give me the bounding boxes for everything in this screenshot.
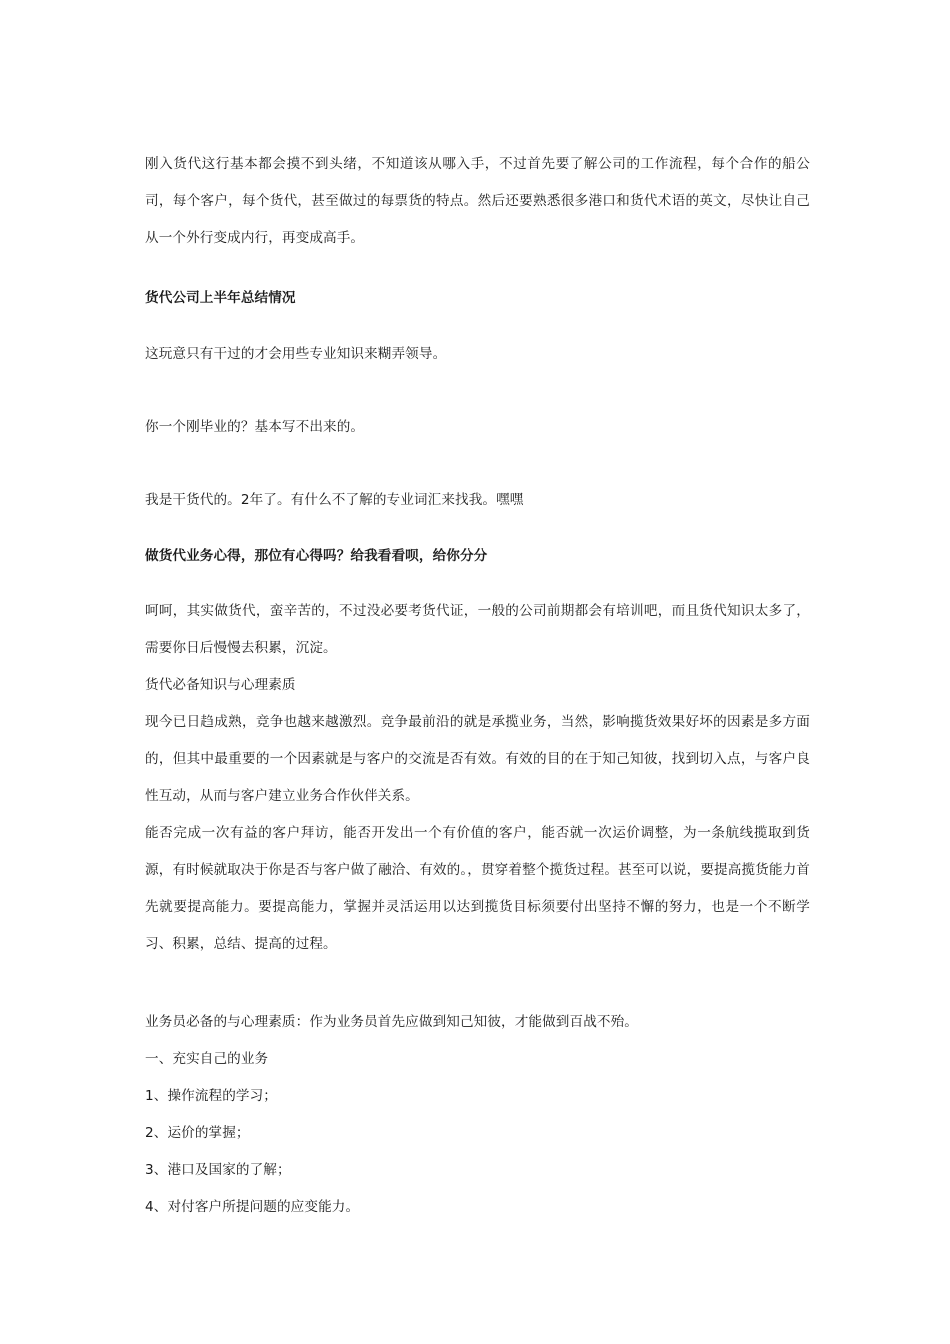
- intro-paragraph: 刚入货代这行基本都会摸不到头绪，不知道该从哪入手，不过首先要了解公司的工作流程，每个合作的船公司，每个客户，每个货代，甚至做过的每票货的特点。然后还要熟悉很多港口和货代术语的英文，尽快让自己从一个外行变成内行，再变成高手。: [145, 156, 810, 246]
- section-heading-1: 一、充实自己的业务: [145, 1051, 269, 1067]
- list-item: 2、运价的掌握；: [145, 1125, 250, 1141]
- paragraph-reply-3: 我是干货代的。2年了。有什么不了解的专业词汇来找我。嘿嘿: [145, 492, 524, 508]
- paragraph-answer: 呵呵，其实做货代，蛮辛苦的，不过没必要考货代证，一般的公司前期都会有培训吧，而且货代知识太多了，需要你日后慢慢去积累，沉淀。: [145, 603, 810, 656]
- heading-half-year-summary: 货代公司上半年总结情况: [145, 290, 296, 306]
- list-item: 1、操作流程的学习；: [145, 1088, 277, 1104]
- subheading-knowledge-quality: 货代必备知识与心理素质: [145, 677, 296, 693]
- heading-business-experience: 做货代业务心得，那位有心得吗？给我看看呗，给你分分: [145, 548, 488, 564]
- paragraph-reply-1: 这玩意只有干过的才会用些专业知识来糊弄领导。: [145, 346, 447, 362]
- paragraph-salesperson-quality: 业务员必备的与心理素质：作为业务员首先应做到知己知彼，才能做到百战不殆。: [145, 1014, 638, 1030]
- paragraph-competition: 现今已日趋成熟，竞争也越来越激烈。竞争最前沿的就是承揽业务，当然，影响揽货效果好坏的因素是多方面的，但其中最重要的一个因素就是与客户的交流是否有效。有效的目的在于知己知彼，找到切入点，与客户良性互动，从而与客户建立业务合作伙伴关系。: [145, 714, 810, 804]
- list-item: 4、对付客户所提问题的应变能力。: [145, 1199, 360, 1215]
- list-item: 3、港口及国家的了解；: [145, 1162, 291, 1178]
- paragraph-reply-2: 你一个刚毕业的？基本写不出来的。: [145, 419, 365, 435]
- paragraph-customer-visit: 能否完成一次有益的客户拜访，能否开发出一个有价值的客户，能否就一次运价调整，为一条航线揽取到货源，有时候就取决于你是否与客户做了融洽、有效的。，贯穿着整个揽货过程。甚至可以说，要提高揽货能力首先就要提高能力。要提高能力，掌握并灵活运用以达到揽货目标须要付出坚持不懈的努力，也是一个不断学习、积累，总结、提高的过程。: [145, 825, 810, 952]
